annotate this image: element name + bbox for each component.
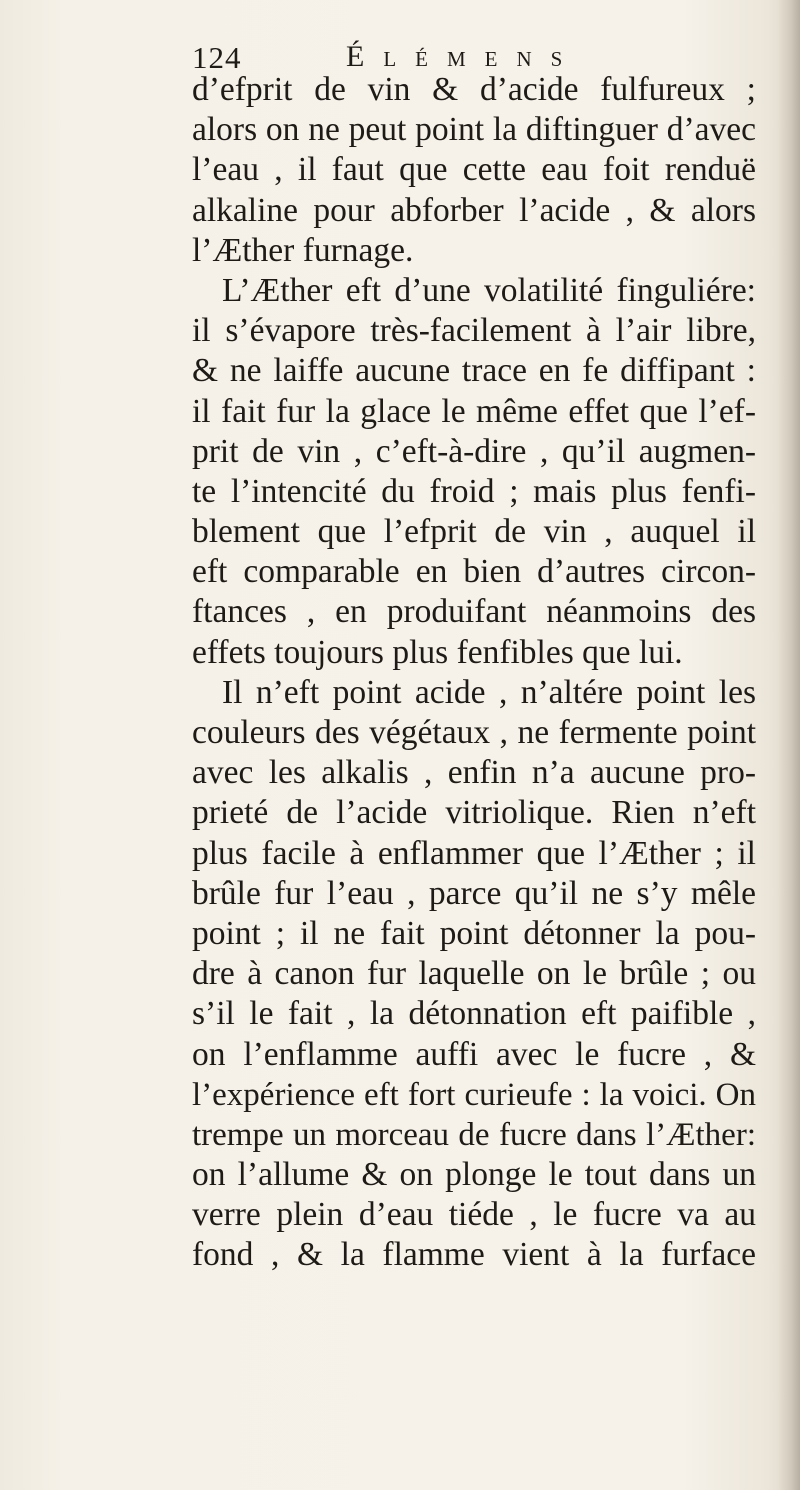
text-line: & ne laiffe aucune trace en fe diffipant :	[192, 352, 756, 390]
text-line: il s’évapore très-facilement à l’air libre,	[192, 312, 756, 350]
text-line: ftances , en produifant néanmoins des	[192, 593, 756, 631]
body-text	[192, 70, 756, 1276]
text-line: verre plein d’eau tiéde , le fucre va au	[192, 1196, 756, 1234]
text-line: couleurs des végétaux , ne fermente point	[192, 714, 756, 751]
text-line: Il n’eft point acide , n’altére point les	[222, 673, 756, 711]
text-line: eft comparable en bien d’autres circon-	[192, 553, 756, 591]
text-line: avec les alkalis , enfin n’a aucune pro-	[192, 754, 756, 792]
text-line: te l’intencité du froid ; mais plus fenfi-	[192, 472, 756, 510]
text-line: brûle fur l’eau , parce qu’il ne s’y mêle	[192, 874, 756, 912]
text-line: L’Æther eft d’une volatilité finguliére:	[222, 271, 756, 309]
text-line: blement que l’efprit de vin , auquel il	[192, 513, 756, 551]
text-line: s’il le fait , la détonnation eft paifible ,	[192, 995, 756, 1033]
text-line: effets toujours plus fenfibles que lui.	[192, 633, 683, 671]
text-line: alors on ne peut point la diftinguer d’avec	[192, 111, 756, 149]
text-line: point ; il ne fait point détonner la pou-	[192, 914, 756, 952]
text-line: on l’enflamme auffi avec le fucre , &	[192, 1035, 756, 1073]
text-line: dre à canon fur laquelle on le brûle ; ou	[192, 955, 756, 993]
text-line: d’efprit de vin & d’acide fulfureux ;	[192, 71, 756, 108]
text-line: plus facile à enflammer que l’Æther ; il	[192, 834, 756, 872]
text-line: trempe un morceau de fucre dans l’Æther:	[192, 1116, 756, 1153]
page-edge-shadow	[778, 0, 800, 1490]
text-line: il fait fur la glace le même effet que l’ef-	[192, 392, 756, 430]
text-line: l’expérience eft fort curieufe : la voici. On	[192, 1076, 756, 1113]
text-line: prit de vin , c’eft-à-dire , qu’il augmen-	[192, 432, 756, 470]
text-line: prieté de l’acide vitriolique. Rien n’eft	[192, 794, 756, 832]
text-line: on l’allume & on plonge le tout dans un	[192, 1156, 756, 1194]
text-line: l’Æther furnage.	[192, 231, 414, 269]
running-title: Élémens	[346, 40, 582, 73]
text-line: l’eau , il faut que cette eau foit renduë	[192, 151, 756, 189]
page-number: 124	[192, 40, 242, 75]
text-line: alkaline pour abforber l’acide , & alors	[192, 191, 756, 229]
text-line: fond , & la flamme vient à la furface	[192, 1236, 756, 1274]
